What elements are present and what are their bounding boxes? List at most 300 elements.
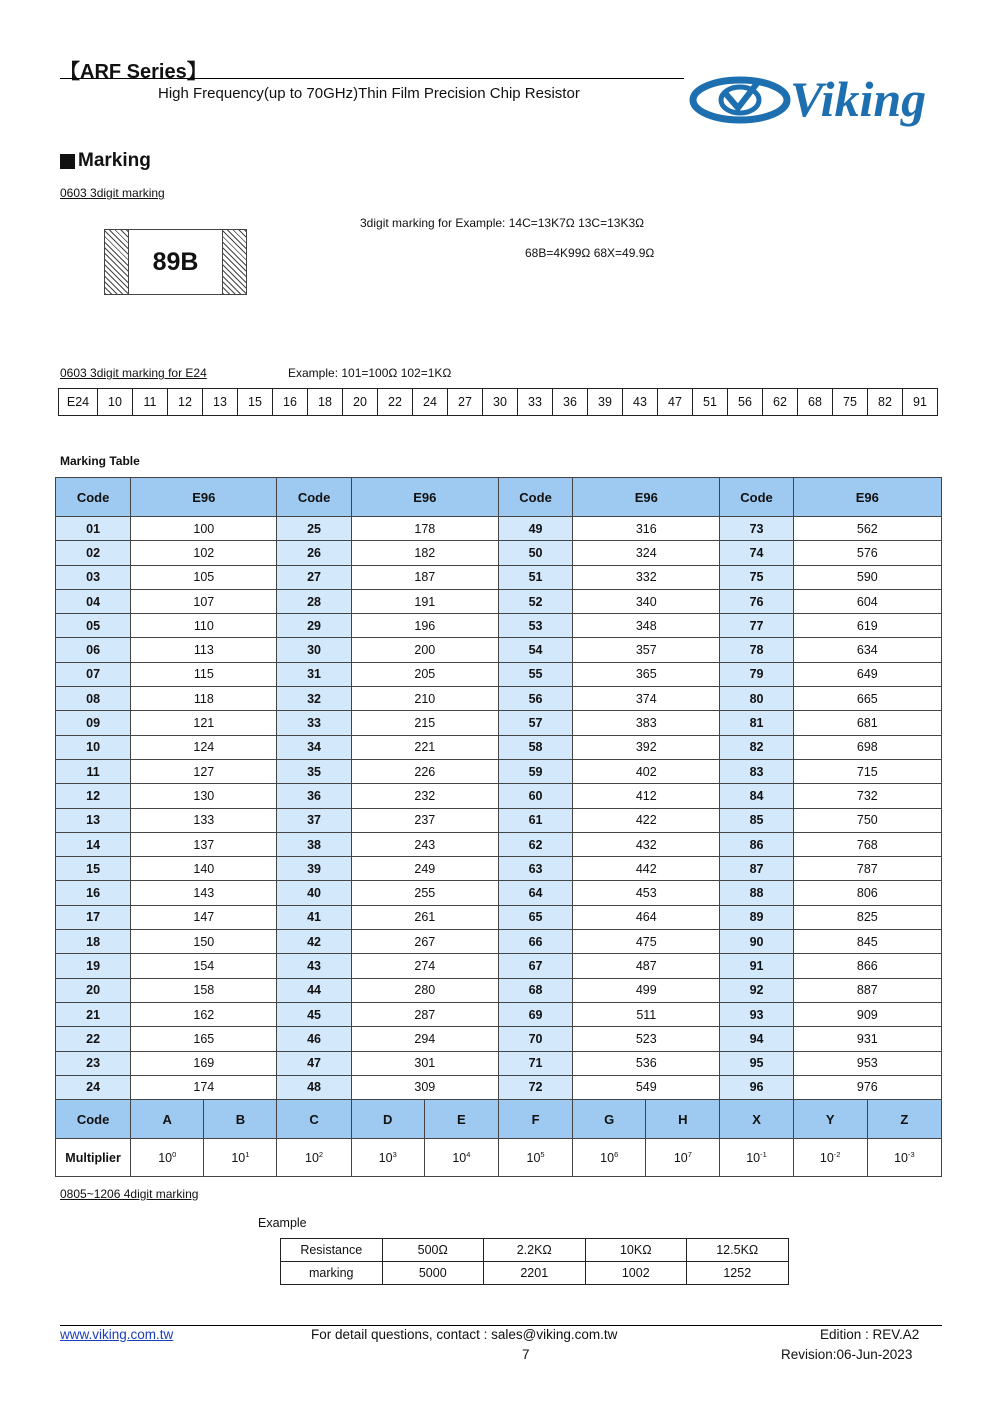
e24-value: 43 bbox=[623, 389, 658, 416]
e96-value-cell: 102 bbox=[131, 541, 277, 565]
e96-header: E96 bbox=[573, 478, 720, 517]
series-title: 【ARF Series】 bbox=[60, 61, 207, 83]
e24-value: 47 bbox=[658, 389, 693, 416]
row-label: Resistance bbox=[281, 1239, 383, 1262]
code-cell: 23 bbox=[56, 1051, 131, 1075]
code-cell: 82 bbox=[720, 735, 793, 759]
e96-value-cell: 590 bbox=[793, 565, 941, 589]
multiplier-exponent: -2 bbox=[833, 1150, 841, 1160]
edition-text: Edition : REV.A2 bbox=[820, 1327, 920, 1342]
code-cell: 77 bbox=[720, 614, 793, 638]
e96-value-cell: 205 bbox=[351, 662, 498, 686]
code-cell: 70 bbox=[498, 1027, 572, 1051]
multiplier-code: Z bbox=[867, 1100, 941, 1139]
code-cell: 81 bbox=[720, 711, 793, 735]
section-title bbox=[60, 150, 151, 172]
code-cell: 62 bbox=[498, 832, 572, 856]
e96-value-cell: 158 bbox=[131, 978, 277, 1002]
code-cell: 05 bbox=[56, 614, 131, 638]
e96-value-cell: 442 bbox=[573, 857, 720, 881]
e96-value-cell: 174 bbox=[131, 1075, 277, 1099]
multiplier-value bbox=[277, 1139, 351, 1177]
code-cell: 54 bbox=[498, 638, 572, 662]
code-cell: 01 bbox=[56, 517, 131, 541]
code-cell: 95 bbox=[720, 1051, 793, 1075]
code-cell: 29 bbox=[277, 614, 351, 638]
e96-value-cell: 768 bbox=[793, 832, 941, 856]
code-cell: 56 bbox=[498, 687, 572, 711]
code-cell: 03 bbox=[56, 565, 131, 589]
multiplier-exponent: 7 bbox=[687, 1150, 692, 1160]
code-cell: 22 bbox=[56, 1027, 131, 1051]
e96-value-cell: 464 bbox=[573, 905, 720, 929]
code-cell: 17 bbox=[56, 905, 131, 929]
e96-value-cell: 750 bbox=[793, 808, 941, 832]
multiplier-code: G bbox=[573, 1100, 646, 1139]
e96-value-cell: 115 bbox=[131, 662, 277, 686]
e24-row bbox=[59, 389, 938, 416]
e96-value-cell: 200 bbox=[351, 638, 498, 662]
e96-value-cell: 576 bbox=[793, 541, 941, 565]
revision-text: Revision:06-Jun-2023 bbox=[781, 1347, 913, 1362]
e96-value-cell: 698 bbox=[793, 735, 941, 759]
code-cell: 86 bbox=[720, 832, 793, 856]
e96-value-cell: 332 bbox=[573, 565, 720, 589]
e24-value: 13 bbox=[203, 389, 238, 416]
e96-value-cell: 523 bbox=[573, 1027, 720, 1051]
e96-value-cell: 562 bbox=[793, 517, 941, 541]
multiplier-value bbox=[793, 1139, 867, 1177]
link-0603-3digit: 0603 3digit marking bbox=[60, 186, 165, 200]
code-cell: 51 bbox=[498, 565, 572, 589]
section-title-text: Marking bbox=[78, 150, 151, 171]
e96-value-cell: 825 bbox=[793, 905, 941, 929]
code-cell: 93 bbox=[720, 1002, 793, 1026]
e24-value: 27 bbox=[448, 389, 483, 416]
code-header: Code bbox=[498, 478, 572, 517]
multiplier-value bbox=[131, 1139, 204, 1177]
e96-value-cell: 121 bbox=[131, 711, 277, 735]
code-cell: 20 bbox=[56, 978, 131, 1002]
code-cell: 94 bbox=[720, 1027, 793, 1051]
e24-value: 11 bbox=[133, 389, 168, 416]
e96-value-cell: 402 bbox=[573, 759, 720, 783]
link-e24-marking: 0603 3digit marking for E24 bbox=[60, 366, 207, 380]
code-cell: 16 bbox=[56, 881, 131, 905]
table-row bbox=[56, 662, 942, 686]
link-4digit-marking: 0805~1206 4digit marking bbox=[60, 1187, 199, 1201]
e96-value-cell: 475 bbox=[573, 930, 720, 954]
e96-value-cell: 392 bbox=[573, 735, 720, 759]
multiplier-exponent: 5 bbox=[540, 1150, 545, 1160]
table-row bbox=[56, 759, 942, 783]
footer-divider bbox=[60, 1325, 942, 1326]
e96-header: E96 bbox=[793, 478, 941, 517]
e96-value-cell: 845 bbox=[793, 930, 941, 954]
e96-value-cell: 499 bbox=[573, 978, 720, 1002]
e96-value-cell: 210 bbox=[351, 687, 498, 711]
e24-value: 91 bbox=[903, 389, 938, 416]
e96-value-cell: 665 bbox=[793, 687, 941, 711]
table-cell: 10KΩ bbox=[585, 1239, 687, 1262]
chip-label: 89B bbox=[152, 247, 199, 276]
code-cell: 96 bbox=[720, 1075, 793, 1099]
table-row bbox=[56, 687, 942, 711]
code-cell: 28 bbox=[277, 589, 351, 613]
e96-value-cell: 887 bbox=[793, 978, 941, 1002]
multiplier-code: A bbox=[131, 1100, 204, 1139]
code-cell: 02 bbox=[56, 541, 131, 565]
table-row bbox=[56, 735, 942, 759]
multiplier-label: Multiplier bbox=[56, 1139, 131, 1177]
code-cell: 71 bbox=[498, 1051, 572, 1075]
e96-value-cell: 150 bbox=[131, 930, 277, 954]
table-row bbox=[56, 857, 942, 881]
e96-value-cell: 154 bbox=[131, 954, 277, 978]
e24-value: 56 bbox=[728, 389, 763, 416]
code-cell: 89 bbox=[720, 905, 793, 929]
e96-value-cell: 806 bbox=[793, 881, 941, 905]
multiplier-value bbox=[867, 1139, 941, 1177]
table-cell: 2201 bbox=[484, 1262, 586, 1285]
code-cell: 59 bbox=[498, 759, 572, 783]
code-cell: 13 bbox=[56, 808, 131, 832]
code-header: Code bbox=[56, 1100, 131, 1139]
marking-table-header bbox=[56, 478, 942, 517]
e96-value-cell: 787 bbox=[793, 857, 941, 881]
code-cell: 43 bbox=[277, 954, 351, 978]
code-cell: 40 bbox=[277, 881, 351, 905]
e24-value: 62 bbox=[763, 389, 798, 416]
multiplier-value bbox=[646, 1139, 720, 1177]
e96-value-cell: 953 bbox=[793, 1051, 941, 1075]
multiplier-exponent: 4 bbox=[466, 1150, 471, 1160]
code-cell: 92 bbox=[720, 978, 793, 1002]
e24-value: 51 bbox=[693, 389, 728, 416]
code-cell: 84 bbox=[720, 784, 793, 808]
e96-value-cell: 604 bbox=[793, 589, 941, 613]
multiplier-code: H bbox=[646, 1100, 720, 1139]
e96-value-cell: 169 bbox=[131, 1051, 277, 1075]
code-cell: 42 bbox=[277, 930, 351, 954]
table-row bbox=[56, 614, 942, 638]
product-subtitle: High Frequency(up to 70GHz)Thin Film Precision Chip Resistor bbox=[158, 85, 580, 102]
e96-header: E96 bbox=[351, 478, 498, 517]
multiplier-base: 10 bbox=[526, 1151, 541, 1166]
code-cell: 83 bbox=[720, 759, 793, 783]
e96-value-cell: 324 bbox=[573, 541, 720, 565]
multiplier-value bbox=[498, 1139, 572, 1177]
code-header: Code bbox=[56, 478, 131, 517]
code-cell: 08 bbox=[56, 687, 131, 711]
table-cell: 2.2KΩ bbox=[484, 1239, 586, 1262]
e96-value-cell: 316 bbox=[573, 517, 720, 541]
code-cell: 37 bbox=[277, 808, 351, 832]
e96-value-cell: 178 bbox=[351, 517, 498, 541]
code-cell: 78 bbox=[720, 638, 793, 662]
code-cell: 27 bbox=[277, 565, 351, 589]
code-cell: 75 bbox=[720, 565, 793, 589]
multiplier-base: 10 bbox=[600, 1151, 615, 1166]
code-cell: 24 bbox=[56, 1075, 131, 1099]
e24-value: 36 bbox=[553, 389, 588, 416]
code-cell: 33 bbox=[277, 711, 351, 735]
multiplier-code: E bbox=[424, 1100, 498, 1139]
e96-value-cell: 107 bbox=[131, 589, 277, 613]
multiplier-exponent: 3 bbox=[392, 1150, 397, 1160]
logo-text: Viking bbox=[790, 71, 927, 127]
multiplier-value bbox=[204, 1139, 277, 1177]
table-cell: 500Ω bbox=[382, 1239, 484, 1262]
code-cell: 04 bbox=[56, 589, 131, 613]
multiplier-base: 10 bbox=[158, 1151, 173, 1166]
multiplier-exponent: 2 bbox=[318, 1150, 324, 1160]
code-cell: 12 bbox=[56, 784, 131, 808]
table-row bbox=[56, 711, 942, 735]
code-cell: 64 bbox=[498, 881, 572, 905]
e24-value: 22 bbox=[378, 389, 413, 416]
e24-value: 16 bbox=[273, 389, 308, 416]
e96-value-cell: 130 bbox=[131, 784, 277, 808]
code-cell: 45 bbox=[277, 1002, 351, 1026]
code-cell: 32 bbox=[277, 687, 351, 711]
code-cell: 68 bbox=[498, 978, 572, 1002]
example-line-2: 68B=4K99Ω 68X=49.9Ω bbox=[525, 246, 655, 260]
4digit-example-table bbox=[280, 1238, 789, 1285]
e96-value-cell: 383 bbox=[573, 711, 720, 735]
e96-value-cell: 261 bbox=[351, 905, 498, 929]
e24-value: 68 bbox=[798, 389, 833, 416]
e96-value-cell: 165 bbox=[131, 1027, 277, 1051]
table-cell: 1252 bbox=[687, 1262, 789, 1285]
table-row bbox=[56, 784, 942, 808]
multiplier-row bbox=[56, 1139, 942, 1177]
e96-value-cell: 110 bbox=[131, 614, 277, 638]
code-cell: 21 bbox=[56, 1002, 131, 1026]
e96-value-cell: 147 bbox=[131, 905, 277, 929]
e96-value-cell: 309 bbox=[351, 1075, 498, 1099]
e96-value-cell: 118 bbox=[131, 687, 277, 711]
e96-value-cell: 294 bbox=[351, 1027, 498, 1051]
website-link[interactable]: www.viking.com.tw bbox=[60, 1327, 174, 1342]
code-cell: 55 bbox=[498, 662, 572, 686]
code-cell: 31 bbox=[277, 662, 351, 686]
e96-value-cell: 549 bbox=[573, 1075, 720, 1099]
multiplier-code-row bbox=[56, 1100, 942, 1139]
chip-resistor-diagram bbox=[104, 229, 247, 295]
multiplier-base: 10 bbox=[673, 1151, 688, 1166]
multiplier-code: X bbox=[720, 1100, 793, 1139]
square-bullet-icon bbox=[60, 154, 75, 169]
code-cell: 87 bbox=[720, 857, 793, 881]
e96-value-cell: 365 bbox=[573, 662, 720, 686]
code-cell: 63 bbox=[498, 857, 572, 881]
code-cell: 79 bbox=[720, 662, 793, 686]
e96-value-cell: 287 bbox=[351, 1002, 498, 1026]
table-row bbox=[56, 1051, 942, 1075]
e96-value-cell: 243 bbox=[351, 832, 498, 856]
e24-value: 33 bbox=[518, 389, 553, 416]
code-header: Code bbox=[277, 478, 351, 517]
code-cell: 91 bbox=[720, 954, 793, 978]
e96-value-cell: 909 bbox=[793, 1002, 941, 1026]
code-header: Code bbox=[720, 478, 793, 517]
e96-header: E96 bbox=[131, 478, 277, 517]
table-row bbox=[56, 905, 942, 929]
table-row bbox=[281, 1239, 789, 1262]
e24-value: 82 bbox=[868, 389, 903, 416]
table-cell: 5000 bbox=[382, 1262, 484, 1285]
code-cell: 44 bbox=[277, 978, 351, 1002]
code-cell: 35 bbox=[277, 759, 351, 783]
e24-value: 15 bbox=[238, 389, 273, 416]
chip-terminal-right bbox=[222, 230, 246, 294]
e96-value-cell: 348 bbox=[573, 614, 720, 638]
multiplier-exponent: -1 bbox=[760, 1150, 767, 1160]
e96-value-cell: 162 bbox=[131, 1002, 277, 1026]
code-cell: 67 bbox=[498, 954, 572, 978]
table-row bbox=[56, 1027, 942, 1051]
table-row bbox=[56, 638, 942, 662]
multiplier-base: 10 bbox=[452, 1151, 467, 1166]
e24-label: E24 bbox=[59, 389, 98, 416]
e96-value-cell: 255 bbox=[351, 881, 498, 905]
code-cell: 14 bbox=[56, 832, 131, 856]
code-cell: 48 bbox=[277, 1075, 351, 1099]
multiplier-value bbox=[573, 1139, 646, 1177]
e96-value-cell: 232 bbox=[351, 784, 498, 808]
multiplier-code: C bbox=[277, 1100, 351, 1139]
e96-value-cell: 432 bbox=[573, 832, 720, 856]
e96-value-cell: 634 bbox=[793, 638, 941, 662]
code-cell: 09 bbox=[56, 711, 131, 735]
e96-value-cell: 340 bbox=[573, 589, 720, 613]
e96-value-cell: 226 bbox=[351, 759, 498, 783]
header-divider bbox=[60, 78, 684, 79]
e96-value-cell: 301 bbox=[351, 1051, 498, 1075]
code-cell: 73 bbox=[720, 517, 793, 541]
code-cell: 38 bbox=[277, 832, 351, 856]
multiplier-code: F bbox=[498, 1100, 572, 1139]
code-cell: 46 bbox=[277, 1027, 351, 1051]
multiplier-value bbox=[424, 1139, 498, 1177]
contact-text: For detail questions, contact : sales@viking.com.tw bbox=[311, 1327, 618, 1342]
e96-value-cell: 374 bbox=[573, 687, 720, 711]
e96-value-cell: 137 bbox=[131, 832, 277, 856]
code-cell: 61 bbox=[498, 808, 572, 832]
table-row bbox=[56, 930, 942, 954]
multiplier-base: 10 bbox=[819, 1151, 834, 1166]
e96-value-cell: 453 bbox=[573, 881, 720, 905]
e96-value-cell: 681 bbox=[793, 711, 941, 735]
e24-value: 18 bbox=[308, 389, 343, 416]
e96-value-cell: 357 bbox=[573, 638, 720, 662]
e96-value-cell: 182 bbox=[351, 541, 498, 565]
table-cell: 1002 bbox=[585, 1262, 687, 1285]
e96-value-cell: 249 bbox=[351, 857, 498, 881]
e96-value-cell: 127 bbox=[131, 759, 277, 783]
e96-value-cell: 715 bbox=[793, 759, 941, 783]
table-row bbox=[56, 881, 942, 905]
multiplier-code: D bbox=[351, 1100, 424, 1139]
code-cell: 39 bbox=[277, 857, 351, 881]
e96-value-cell: 412 bbox=[573, 784, 720, 808]
table-row bbox=[56, 1002, 942, 1026]
table-row bbox=[281, 1262, 789, 1285]
table-row bbox=[56, 1075, 942, 1099]
page-number: 7 bbox=[522, 1347, 530, 1362]
code-cell: 15 bbox=[56, 857, 131, 881]
table-row bbox=[56, 517, 942, 541]
code-cell: 19 bbox=[56, 954, 131, 978]
e24-example: Example: 101=100Ω 102=1KΩ bbox=[288, 366, 452, 380]
code-cell: 88 bbox=[720, 881, 793, 905]
code-cell: 47 bbox=[277, 1051, 351, 1075]
e96-value-cell: 124 bbox=[131, 735, 277, 759]
e24-value: 12 bbox=[168, 389, 203, 416]
code-cell: 25 bbox=[277, 517, 351, 541]
code-cell: 72 bbox=[498, 1075, 572, 1099]
e96-value-cell: 100 bbox=[131, 517, 277, 541]
e24-value: 75 bbox=[833, 389, 868, 416]
marking-table-title: Marking Table bbox=[60, 454, 140, 468]
code-cell: 57 bbox=[498, 711, 572, 735]
e96-value-cell: 649 bbox=[793, 662, 941, 686]
table-row bbox=[56, 589, 942, 613]
e24-value: 24 bbox=[413, 389, 448, 416]
multiplier-value bbox=[720, 1139, 793, 1177]
table-row bbox=[56, 565, 942, 589]
row-label: marking bbox=[281, 1262, 383, 1285]
multiplier-base: 10 bbox=[305, 1151, 319, 1166]
viking-logo bbox=[688, 68, 950, 132]
table-cell: 12.5KΩ bbox=[687, 1239, 789, 1262]
multiplier-base: 10 bbox=[746, 1151, 761, 1166]
code-cell: 34 bbox=[277, 735, 351, 759]
e24-table bbox=[58, 388, 938, 416]
multiplier-code: Y bbox=[793, 1100, 867, 1139]
table-row bbox=[56, 808, 942, 832]
code-cell: 66 bbox=[498, 930, 572, 954]
example-line-1: 3digit marking for Example: 14C=13K7Ω 13C=13K3Ω bbox=[360, 216, 645, 230]
table-row bbox=[56, 832, 942, 856]
code-cell: 18 bbox=[56, 930, 131, 954]
code-cell: 53 bbox=[498, 614, 572, 638]
code-cell: 07 bbox=[56, 662, 131, 686]
e96-value-cell: 732 bbox=[793, 784, 941, 808]
example-label: Example bbox=[258, 1216, 307, 1230]
code-cell: 36 bbox=[277, 784, 351, 808]
e96-value-cell: 422 bbox=[573, 808, 720, 832]
multiplier-value bbox=[351, 1139, 424, 1177]
code-cell: 26 bbox=[277, 541, 351, 565]
code-cell: 50 bbox=[498, 541, 572, 565]
multiplier-base: 10 bbox=[894, 1151, 908, 1166]
e96-value-cell: 237 bbox=[351, 808, 498, 832]
code-cell: 65 bbox=[498, 905, 572, 929]
marking-table bbox=[55, 477, 942, 1177]
e96-value-cell: 931 bbox=[793, 1027, 941, 1051]
e96-value-cell: 976 bbox=[793, 1075, 941, 1099]
e96-value-cell: 511 bbox=[573, 1002, 720, 1026]
code-cell: 06 bbox=[56, 638, 131, 662]
code-cell: 30 bbox=[277, 638, 351, 662]
table-row bbox=[56, 954, 942, 978]
multiplier-base: 10 bbox=[231, 1151, 246, 1166]
table-row bbox=[56, 541, 942, 565]
e96-value-cell: 143 bbox=[131, 881, 277, 905]
table-row bbox=[56, 978, 942, 1002]
